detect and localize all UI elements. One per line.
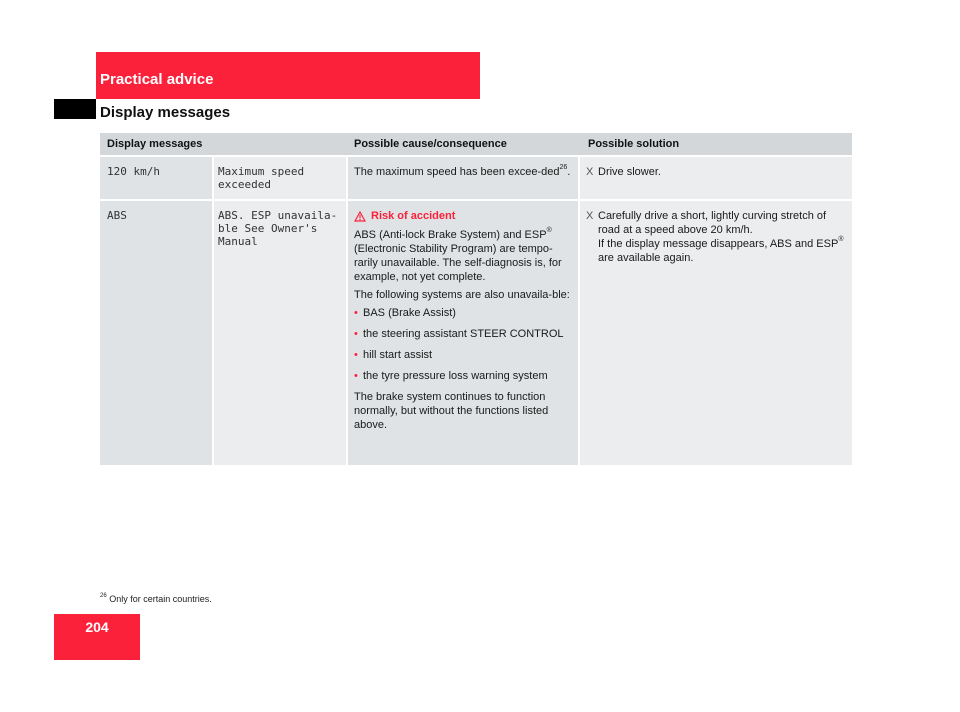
list-item: • the tyre pressure loss warning system [354,370,548,382]
risk-label: Risk of accident [371,210,456,222]
list-item: • hill start assist [354,349,433,361]
cause-cell [348,201,578,465]
cause-cell [348,157,578,199]
footnote-ref: 26 [559,164,568,172]
message-line: Manual [218,235,258,248]
footnote-number: 26 [100,593,107,599]
page-number-box [54,614,140,660]
bullet-dot: • [354,349,358,361]
solution-cell [580,157,852,199]
header-display-messages: Display messages [107,138,203,150]
display-value: 120 km/h [107,165,160,178]
cause-paragraph: The following systems are also unavaila-ble: [354,289,570,301]
cause-text: The maximum speed has been excee-ded$^{26}$. [354,164,571,178]
footnote-text: Only for certain countries. [109,594,212,604]
display-messages-table [100,133,852,465]
section-title: Display messages [100,104,231,121]
bullet-dot: • [354,328,358,340]
section-marker [54,99,96,119]
message-cell [214,157,346,199]
bullet-dot: • [354,307,358,319]
message-line: Maximum speed [218,165,305,178]
list-item: • BAS (Brake Assist) [354,307,456,319]
page-number: 204 [85,619,109,635]
header-possible-cause: Possible cause/consequence [354,138,507,150]
message-cell [214,201,346,465]
arrow-right-icon: X [586,210,594,222]
header-possible-solution: Possible solution [588,138,680,150]
message-line: ABS. ESP unavaila- [218,209,338,222]
display-cell [100,201,212,465]
display-value: ABS [107,209,127,222]
message-line: exceeded [218,178,271,191]
footnote [100,594,212,604]
solution-item: X Carefully drive a short, lightly curving stretch of road at a speed above 20 km/h. If the display message disappears, ABS and ESP® are available again. [586,210,844,264]
chapter-header-bar [96,52,480,99]
message-line: ble See Owner's [218,222,318,235]
display-cell [100,157,212,199]
table-row [100,201,852,465]
solution-cell [580,201,852,465]
bullet-dot: • [354,370,358,382]
solution-item: X Drive slower. [586,166,661,178]
chapter-title: Practical advice [100,71,214,88]
table-header-row [100,133,852,155]
table-row [100,157,852,199]
risk-warning [354,209,576,223]
arrow-right-icon: X [586,166,594,178]
cause-paragraph: The brake system continues to function normally, but without the functions listed above. [354,391,549,431]
cause-paragraph: ABS (Anti-lock Brake System) and ESP® (Electronic Stability Program) are tempo-rarily unavailable. The self-diagnosis is, for example, not yet complete. [354,227,562,283]
list-item: • the steering assistant STEER CONTROL [354,328,564,340]
warning-triangle-icon [354,211,366,222]
